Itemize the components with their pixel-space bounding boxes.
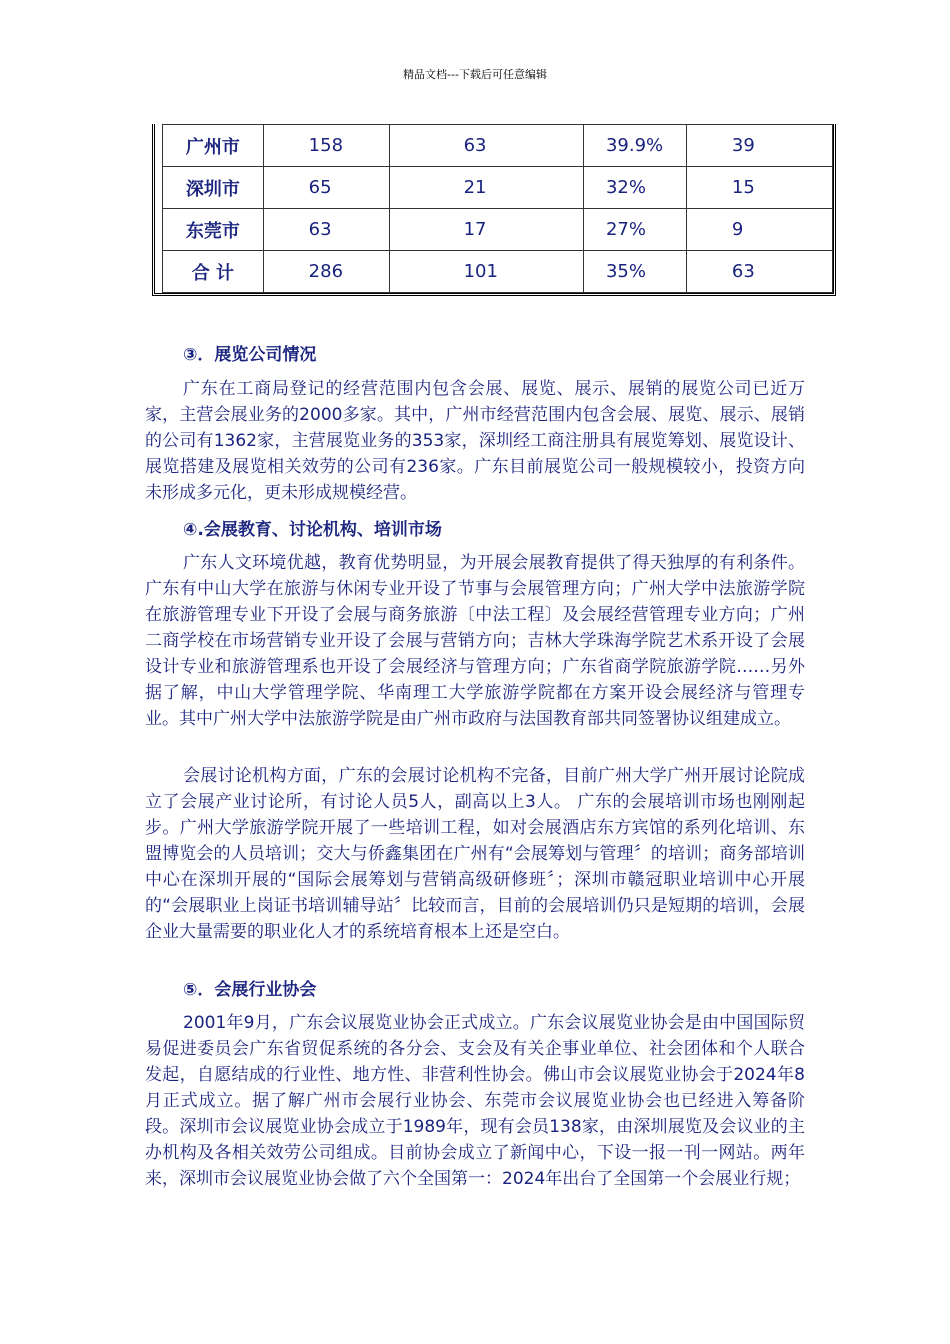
table-cell: 27% xyxy=(583,209,686,251)
table-cell: 158 xyxy=(263,125,389,167)
statistics-table-frame xyxy=(152,124,836,296)
table-cell: 39.9% xyxy=(583,125,686,167)
table-cell: 63 xyxy=(686,251,832,293)
table-cell: 35% xyxy=(583,251,686,293)
region-cell: 广州市 xyxy=(163,125,264,167)
section-4-paragraph-2: 会展讨论机构方面，广东的会展讨论机构不完备，目前广州大学广州开展讨论院成立了会展产业讨论所，有讨论人员5人，副高以上3人。 广东的会展培训市场也刚刚起步。广州大学旅游学院开展了一些培训工程，如对会展酒店东方宾馆的系列化培训、东盟博览会的人员培训；交大与侨鑫集团在广州有“会展筹划与管理〞的培训；商务部培训中心在深圳开展的“国际会展筹划与营销高级研修班〞；深圳市赣冠职业培训中心开展的“会展职业上岗证书培训辅导站〞比较而言，目前的会展培训仍只是短期的培训，会展企业大量需要的职业化人才的系统培育根本上还是空白。 xyxy=(145,766,805,942)
region-cell: 深圳市 xyxy=(163,167,264,209)
region-cell: 合 计 xyxy=(163,251,264,293)
statistics-table xyxy=(162,124,833,293)
section-4-paragraph-1: 广东人文环境优越，教育优势明显，为开展会展教育提供了得天独厚的有利条件。广东有中山大学在旅游与休闲专业开设了节事与会展管理方向；广州大学中法旅游学院在旅游管理专业下开设了会展与商务旅游〔中法工程〕及会展经营管理专业方向；广州二商学校在市场营销专业开设了会展与营销方向；吉林大学珠海学院艺术系开设了会展设计专业和旅游管理系也开设了会展经济与管理方向；广东省商学院旅游学院……另外据了解，中山大学管理学院、华南理工大学旅游学院都在方案开设会展经济与管理专业。其中广州大学中法旅游学院是由广州市政府与法国教育部共同签署协议组建成立。 xyxy=(145,553,805,729)
table-cell: 286 xyxy=(263,251,389,293)
table-row xyxy=(163,209,833,251)
section-3-heading: ③．展览公司情况 xyxy=(183,345,317,365)
table-row-total xyxy=(163,251,833,293)
table-cell: 21 xyxy=(389,167,583,209)
region-cell: 东莞市 xyxy=(163,209,264,251)
table-cell: 63 xyxy=(389,125,583,167)
section-4-heading: ④.会展教育、讨论机构、培训市场 xyxy=(183,520,442,540)
table-cell: 17 xyxy=(389,209,583,251)
page-header: 精品文档---下载后可任意编辑 xyxy=(403,68,547,81)
table-cell: 101 xyxy=(389,251,583,293)
table-row xyxy=(163,167,833,209)
table-cell: 65 xyxy=(263,167,389,209)
section-5-paragraph: 2001年9月，广东会议展览业协会正式成立。广东会议展览业协会是由中国国际贸易促进委员会广东省贸促系统的各分会、支会及有关企事业单位、社会团体和个人联合发起，自愿结成的行业性、地方性、非营利性协会。佛山市会议展览业协会于2024年8月正式成立。据了解广州市会展行业协会、东莞市会议展览业协会也已经进入筹备阶段。深圳市会议展览业协会成立于1989年，现有会员138家，由深圳展览及会议业的主办机构及各相关效劳公司组成。目前协会成立了新闻中心，下设一报一刊一网站。两年来，深圳市会议展览业协会做了六个全国第一：2024年出台了全国第一个会展业行规； xyxy=(145,1013,805,1189)
table-cell: 32% xyxy=(583,167,686,209)
section-3-paragraph: 广东在工商局登记的经营范围内包含会展、展览、展示、展销的展览公司已近万家，主营会展业务的2000多家。其中，广州市经营范围内包含会展、展览、展示、展销的公司有1362家，主营展览业务的353家，深圳经工商注册具有展览筹划、展览设计、展览搭建及展览相关效劳的公司有236家。广东目前展览公司一般规模较小，投资方向未形成多元化，更未形成规模经营。 xyxy=(145,379,805,503)
table-cell: 15 xyxy=(686,167,832,209)
section-5-heading: ⑤．会展行业协会 xyxy=(183,980,317,1000)
table-cell: 9 xyxy=(686,209,832,251)
table-cell: 39 xyxy=(686,125,832,167)
table-row xyxy=(163,125,833,167)
table-cell: 63 xyxy=(263,209,389,251)
